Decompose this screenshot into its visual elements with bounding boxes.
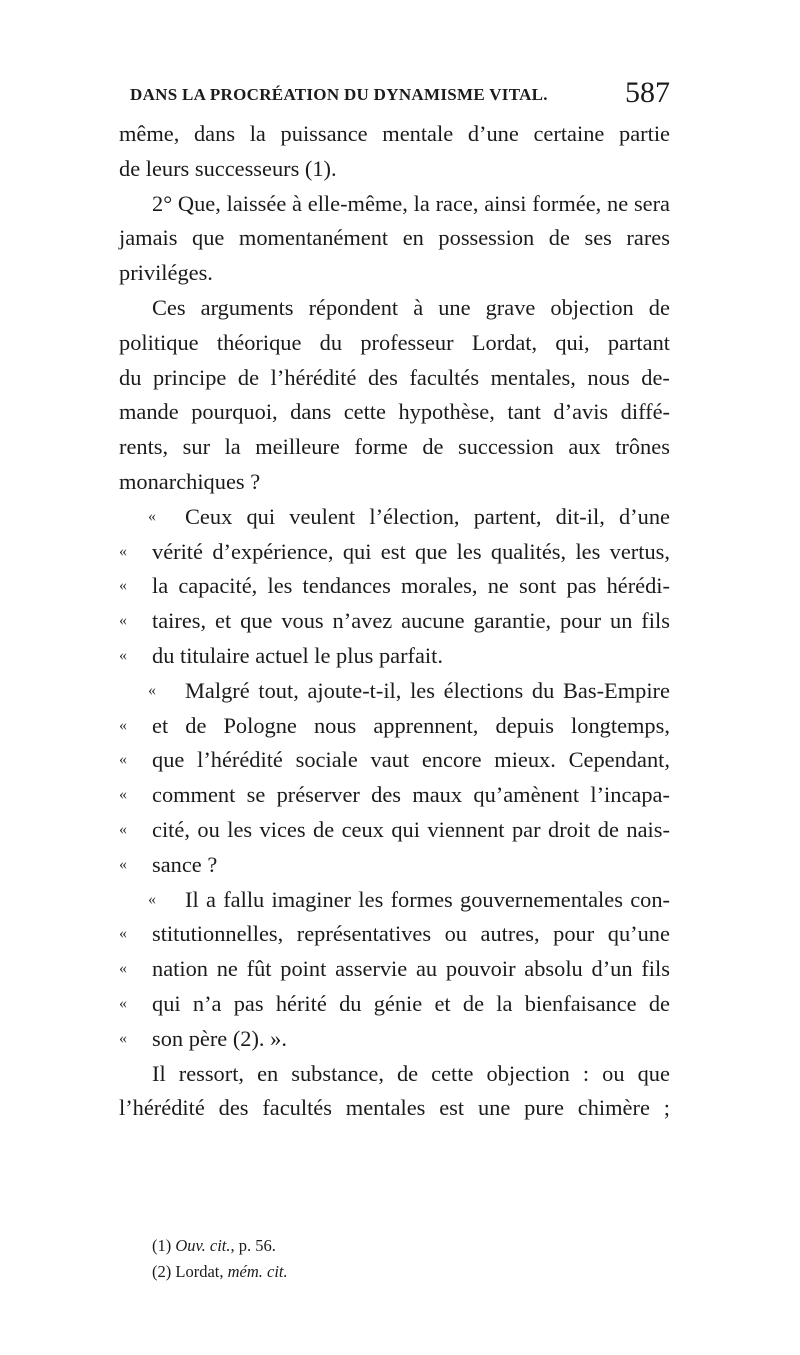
text-line: « que l’hérédité sociale vaut encore mieux. Cependant,	[119, 743, 670, 778]
text-line: de leurs successeurs (1).	[119, 155, 337, 181]
text-line: « son père (2). ».	[119, 1022, 670, 1057]
text-line: « Il a fallu imaginer les formes gouvernementales con-	[119, 883, 670, 918]
quote-mark: «	[119, 855, 127, 873]
quote-mark: «	[119, 786, 127, 804]
text-line: « et de Pologne nous apprennent, depuis longtemps,	[119, 709, 670, 744]
quote-mark: «	[119, 1029, 127, 1047]
text-line: « la capacité, les tendances morales, ne sont pas hérédi-	[119, 569, 670, 604]
footnotes	[152, 1233, 288, 1285]
text-line: « nation ne fût point asservie au pouvoir absolu d’un fils	[119, 952, 670, 987]
text-line: « Malgré tout, ajoute-t-il, les élections du Bas-Empire	[119, 674, 670, 709]
text-line: 2° Que, laissée à elle-même, la race, ainsi formée, ne sera	[152, 190, 670, 216]
text-line: « taires, et que vous n’avez aucune garantie, pour un fils	[119, 604, 670, 639]
footnote: (2) Lordat, mém. cit.	[152, 1262, 288, 1281]
quote-mark: «	[119, 542, 127, 560]
quote-mark: «	[148, 507, 156, 525]
text-line: « Ceux qui veulent l’élection, partent, dit-il, d’une	[119, 500, 670, 535]
page-number: 587	[625, 76, 670, 109]
text-line: du principe de l’hérédité des facultés mentales, nous de-	[119, 364, 670, 390]
quote-mark: «	[119, 925, 127, 943]
text-line: même, dans la puissance mentale d’une certaine partie	[119, 121, 670, 146]
quote-mark: «	[119, 577, 127, 595]
text-line: Ces arguments répondent à une grave objection de	[152, 294, 670, 320]
text-line: priviléges.	[119, 260, 213, 286]
quote-mark: «	[148, 890, 156, 908]
text-line: « sance ?	[119, 848, 670, 883]
running-title: DANS LA PROCRÉATION DU DYNAMISME VITAL.	[130, 85, 548, 104]
text-line: l’hérédité des facultés mentales est une pure chimère ;	[119, 1095, 670, 1121]
text-line: « du titulaire actuel le plus parfait.	[119, 639, 670, 674]
footnote: (1) Ouv. cit., p. 56.	[152, 1236, 276, 1255]
body-text	[119, 117, 670, 1126]
quote-mark: «	[119, 612, 127, 630]
text-line: « vérité d’expérience, qui est que les qualités, les vertus,	[119, 535, 670, 570]
text-line: politique théorique du professeur Lordat, qui, partant	[119, 329, 670, 355]
quote-mark: «	[148, 681, 156, 699]
text-line: « stitutionnelles, représentatives ou autres, pour qu’une	[119, 917, 670, 952]
text-line: « cité, ou les vices de ceux qui viennent par droit de nais-	[119, 813, 670, 848]
quote-mark: «	[119, 994, 127, 1012]
quote-mark: «	[119, 820, 127, 838]
text-line: rents, sur la meilleure forme de succession aux trônes	[119, 434, 670, 460]
quote-mark: «	[119, 646, 127, 664]
quote-mark: «	[119, 960, 127, 978]
quote-mark: «	[119, 716, 127, 734]
text-line: jamais que momentanément en possession de ses rares	[119, 225, 670, 251]
text-line: Il ressort, en substance, de cette objection : ou que	[152, 1060, 670, 1086]
text-line: « qui n’a pas hérité du génie et de la bienfaisance de	[119, 987, 670, 1022]
page-header	[120, 76, 670, 116]
text-line: « comment se préserver des maux qu’amènent l’incapa-	[119, 778, 670, 813]
quote-mark: «	[119, 751, 127, 769]
text-line: mande pourquoi, dans cette hypothèse, tant d’avis diffé-	[119, 399, 670, 425]
text-line: monarchiques ?	[119, 468, 261, 494]
